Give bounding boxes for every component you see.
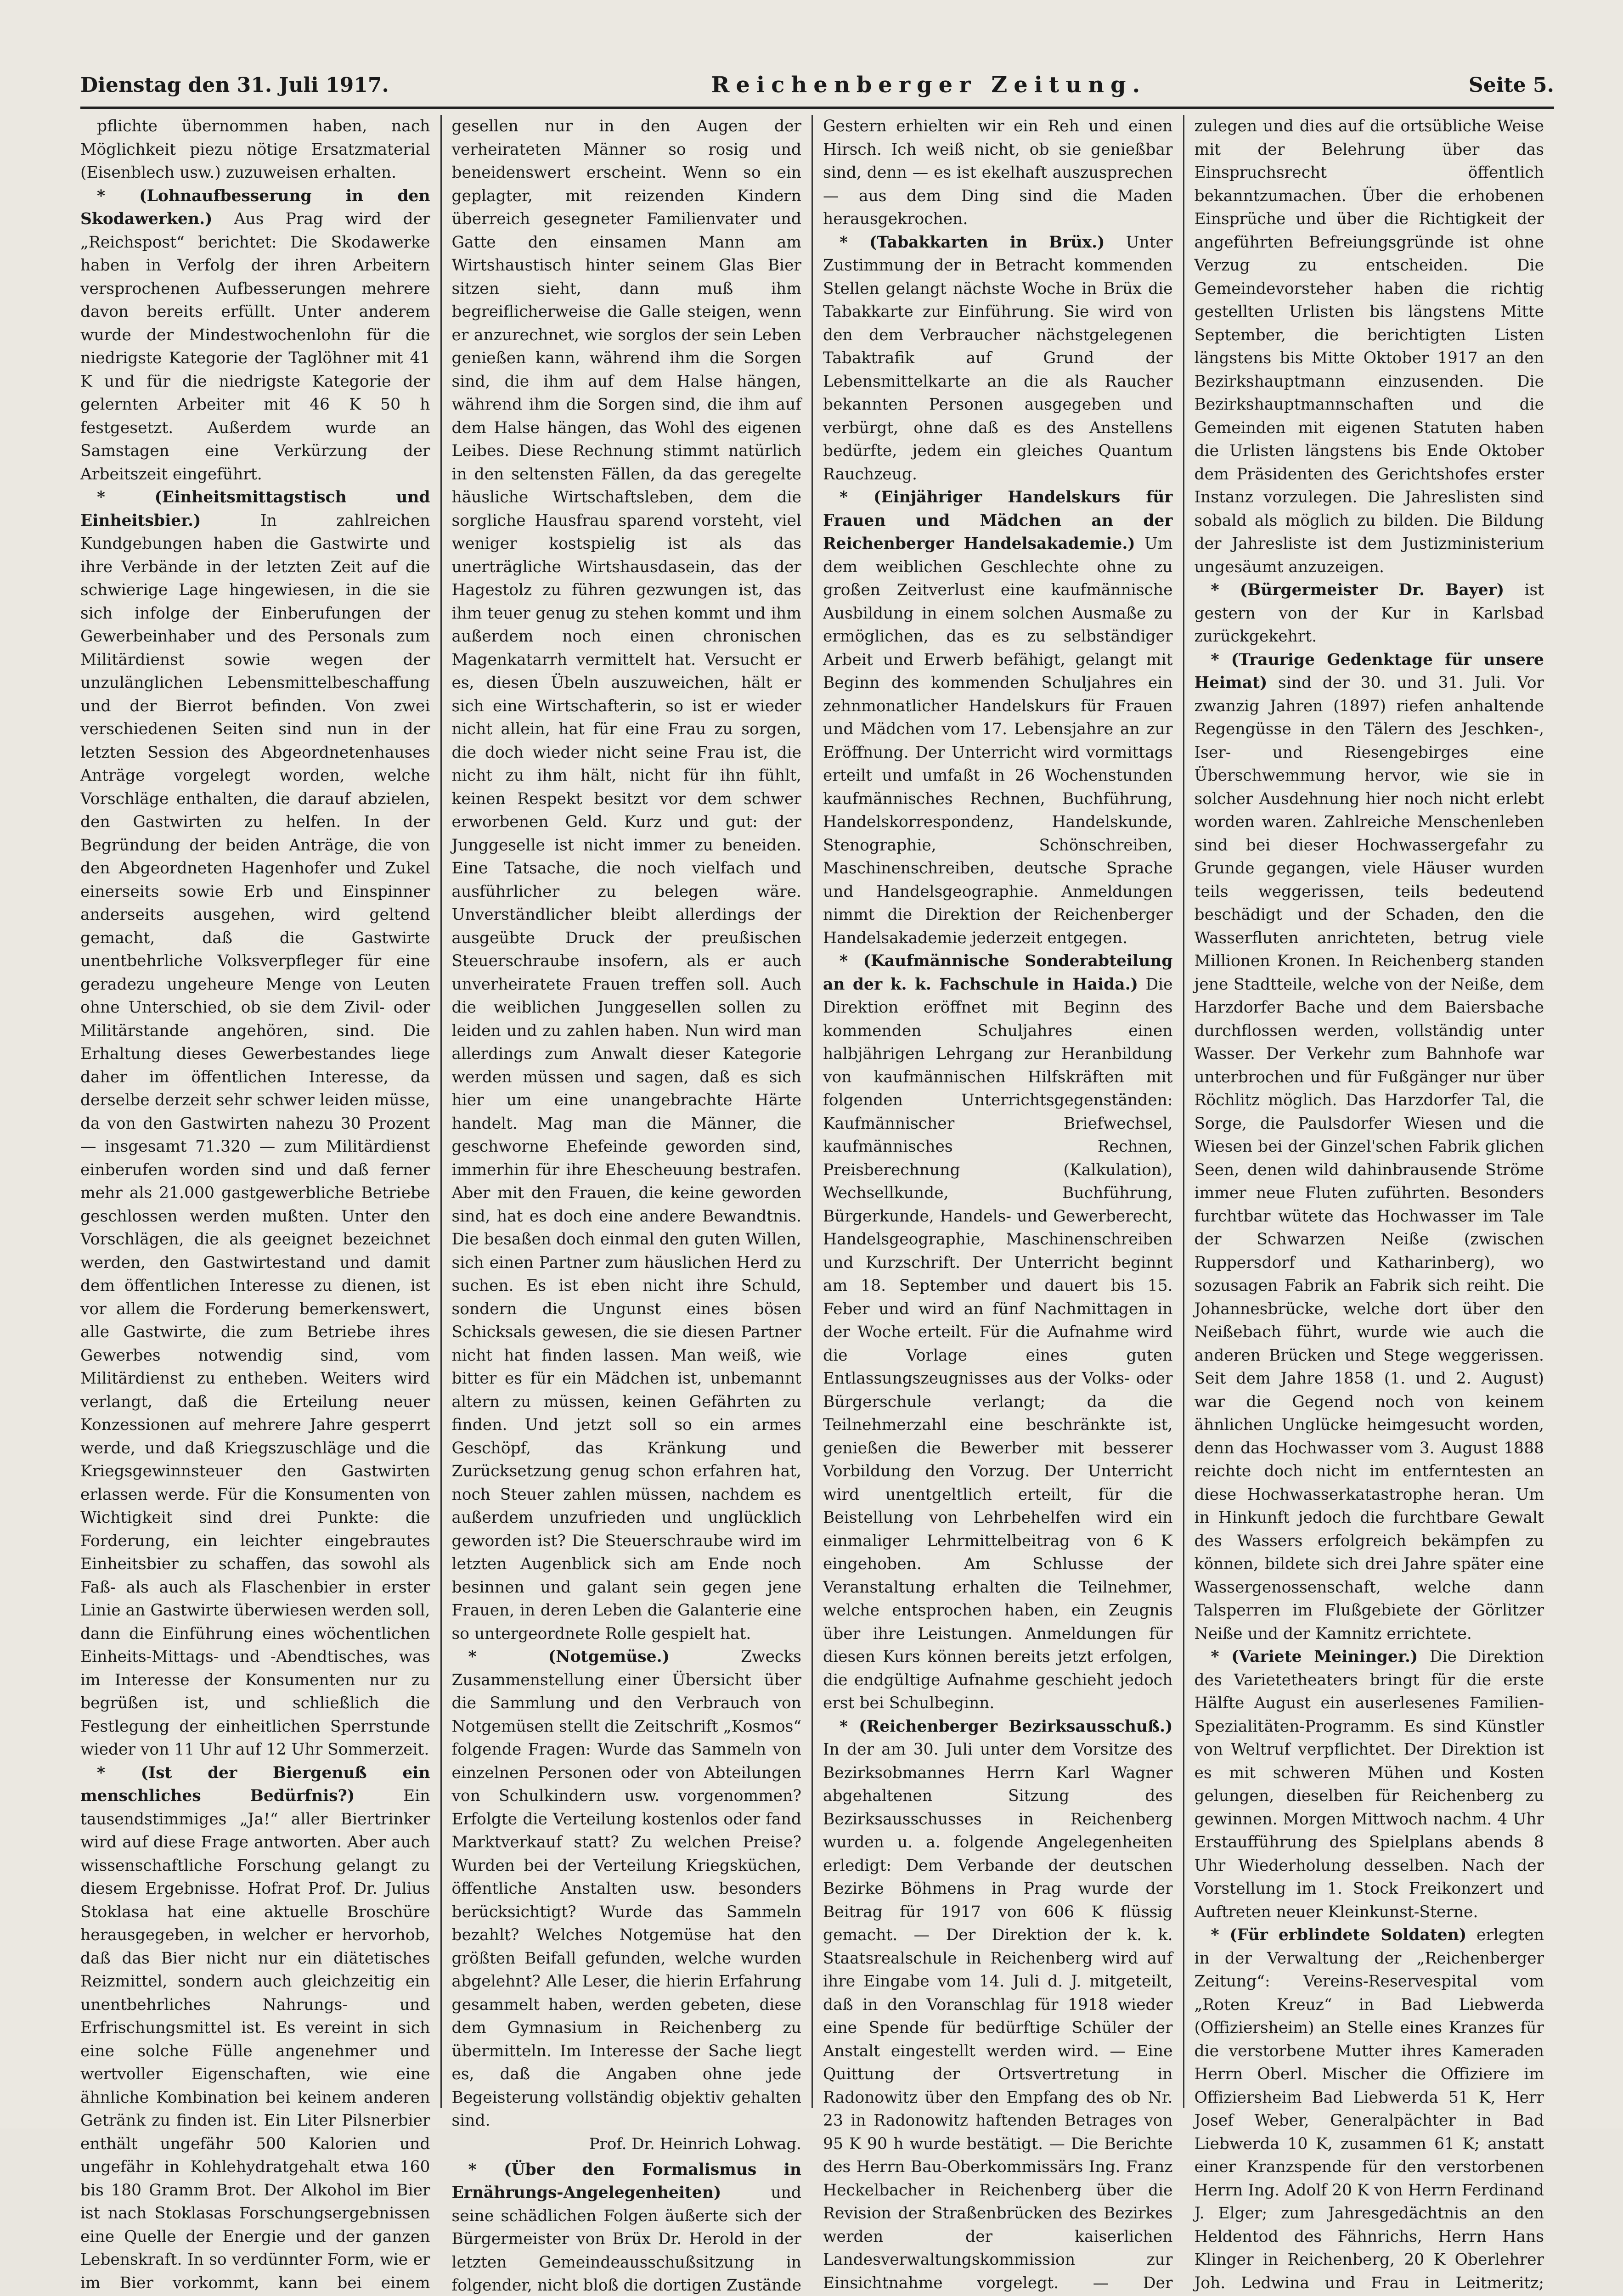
- article-body: Gestern erhielten wir ein Reh und einen Hirsch. Ich weiß nicht, ob sie genießbar sind, denn — es ist ekelhaft auszusprechen — aus dem Ding sind die Maden herausgekrochen.: [823, 117, 1173, 228]
- article: [80, 185, 430, 486]
- article-body: In der am 30. Juli unter dem Vorsitze des Bezirksobmannes Herrn Karl Wagner abgehaltenen Sitzung des Bezirksausschusses in Reichenberg wurden u. a. folgende Angelegenheiten erledigt: Dem Verbande der deutschen Bezirke Böhmens in Prag wurde der Beitrag für 1917 von 606 K flüssig gemacht. — Der Direktion der k. k. Staatsrealschule in Reichenberg wird auf ihre Eingabe vom 14. Juli d. J. mitgeteilt, daß in den Voranschlag für 1918 wieder eine Spende für bedürftige Schüler der Anstalt eingestellt werden wird. — Eine Quittung der Ortsvertretung in Radonowitz über den Empfang des ob Nr. 23 in Radonowitz haftenden Betrages von 95 K 90 h wurde bestätigt. — Die Berichte des Herrn Bau-Oberkommissärs Ing. Franz Heckelbacher in Reichenberg über die Revision der Straßenbrücken des Bezirkes werden der kaiserlichen Landesverwaltungskommission zur Einsichtnahme vorgelegt. — Der: [823, 1740, 1173, 2296]
- article: [1195, 579, 1544, 648]
- article: [823, 1715, 1173, 2296]
- article: [823, 486, 1173, 950]
- article-signature: Prof. Dr. Heinrich Lohwag.: [452, 2133, 802, 2155]
- article: [452, 1645, 802, 2133]
- article-body: Die Direktion eröffnet mit Beginn des kommenden Schuljahres einen halbjährigen Lehrgang zur Heranbildung von kaufmännischen Hilfskräften mit folgenden Unterrichtsgegenständen: Kaufmännischer Briefwechsel, kaufmännisches Rechnen, Preisberechnung (Kalkulation), Wechsellkunde, Buchführung, Bürgerkunde, Handels- und Gewerberecht, Handelsgeographie, Maschinenschreiben und Kurzschrift. Der Unterricht beginnt am 18. September und dauert bis 15. Feber und wird an fünf Nachmittagen in der Woche erteilt. Für die Aufnahme wird die Vorlage eines guten Entlassungszeugnisses aus der Volks- oder Bürgerschule verlangt; da die Teilnehmerzahl eine beschränkte ist, genießen die Bewerber mit besserer Vorbildung den Vorzug. Der Unterricht wird unentgeltlich erteilt, für die Beistellung von Lehrbehelfen wird ein einmaliger Lehrmittelbeitrag von 6 K eingehoben. Am Schlusse der Veranstaltung erhalten die Teilnehmer, welche entsprochen haben, ein Zeugnis über ihre Leistungen. Anmeldungen für diesen Kurs können bereits jetzt erfolgen, die endgültige Aufnahme geschieht jedoch erst bei Schulbeginn.: [823, 975, 1173, 1713]
- article-body: ist gestern von der Kur in Karlsbad zurückgekehrt.: [1195, 581, 1544, 646]
- article-heading: * (Notgemüse.): [468, 1648, 670, 1666]
- article-body: Aus Prag wird der „Reichspost“ berichtet: Die Skodawerke haben in Verfolg der ihren Arbeitern versprochenen Aufbesserungen mehrere davon bereits erfüllt. Unter anderem wurde der Mindestwochenlohn für die niedrigste Kategorie der Taglöhner mit 41 K und für die niedrigste Kategorie der gelernten Arbeiter mit 46 K 50 h festgesetzt. Außerdem wurde an Samstagen eine Verkürzung der Arbeitszeit eingeführt.: [80, 210, 430, 484]
- article: [1195, 1924, 1544, 2296]
- article-body: Unter Zustimmung der in Betracht kommenden Stellen gelangt nächste Woche in Brüx die Tabakkarte zur Einführung. Sie wird von den dem Verbraucher nächstgelegenen Tabaktrafik auf Grund der Lebensmittelkarte an die als Raucher bekannten Personen ausgegeben und verbürgt, ohne daß es des Anstellens bedürfte, jedem ein gleiches Quantum Rauchzeug.: [823, 233, 1173, 484]
- article-heading: * (Über den Formalismus in Ernährungs-Angelegenheiten): [452, 2161, 802, 2202]
- article-heading: * (Lohnaufbesserung in den Skodawerken.): [80, 187, 430, 229]
- article-heading: * (Einjähriger Handelskurs für Frauen und Mädchen an der Reichenberger Handelsakademie.): [823, 488, 1173, 553]
- article-body: sind der 30. und 31. Juli. Vor zwanzig Jahren (1897) riefen anhaltende Regengüsse in den Tälern des Jeschken-, Iser- und Riesengebirges eine Überschwemmung hervor, wie sie in solcher Ausdehnung hier noch nicht erlebt worden waren. Zahlreiche Menschenleben sind bei dieser Hochwassergefahr zu Grunde gegangen, viele Häuser wurden teils weggerissen, teils bedeutend beschädigt und der Schaden, den die Wasserfluten anrichteten, betrug viele Millionen Kronen. In Reichenberg standen jene Stadtteile, welche von der Neiße, dem Harzdorfer Bache und dem Baiersbache durchflossen werden, vollständig unter Wasser. Der Verkehr zum Bahnhofe war unterbrochen und für Fußgänger nur über Röchlitz möglich. Das Harzdorfer Tal, die Sorge, die Paulsdorfer Wiesen und die Wiesen bei der Ginzel'schen Fabrik glichen Seen, denen wild dahinbrausende Ströme immer neue Fluten zuführten. Besonders furchtbar wütete das Hochwasser im Tale der Schwarzen Neiße (zwischen Ruppersdorf und Katharinberg), wo sozusagen Fabrik an Fabrik sich reiht. Die Johannesbrücke, welche dort über den Neißebach führt, wurde wie auch die anderen Brücken und Stege weggerissen. Seit dem Jahre 1858 (1. und 2. August) war die Gegend noch von keinem ähnlichen Unglücke heimgesucht worden, denn das Hochwasser vom 3. August 1888 reichte doch nicht im entferntesten an diese Hochwasserkatastrophe heran. Um in Hinkunft jedoch die furchtbare Gewalt des Wassers erfolgreich bekämpfen zu können, bildete sich drei Jahre später eine Wassergenossenschaft, welche dann Talsperren im Flußgebiete der Görlitzer Neiße und der Kamnitz errichtete.: [1195, 674, 1544, 1643]
- article-body: pflichte übernommen haben, nach Möglichkeit piezu nötige Ersatzmaterial (Eisenblech usw.) zuzuweisen erhalten.: [80, 117, 430, 182]
- article-heading: * (Reichenberger Bezirksausschuß.): [840, 1717, 1173, 1736]
- article-heading: * (Traurige Gedenktage für unsere Heimat): [1195, 651, 1544, 692]
- article: [823, 115, 1173, 231]
- article-body: und seine schädlichen Folgen äußerte sich der Bürgermeister von Brüx Dr. Herold in der letzten Gemeindeausschußsitzung in folgender, nicht bloß die dortigen Zustände: [452, 2183, 802, 2296]
- article-body: Die Direktion des Varietetheaters bringt für die erste Hälfte August ein auserlesenes Familien-Spezialitäten-Programm. Es sind Künstler von Weltruf verpflichtet. Der Direktion ist es mit schweren Mühen und Kosten gelungen, dieselben für Reichenberg zu gewinnen. Morgen Mittwoch nachm. 4 Uhr Erstaufführung des Spielplans abends 8 Uhr Wiederholung desselben. Nach der Vorstellung im 1. Stock Freikonzert und Auftreten neuer Kleinkunst-Sterne.: [1195, 1648, 1544, 1921]
- article: [80, 486, 430, 1761]
- article-heading: * (Variete Meininger.): [1211, 1648, 1418, 1666]
- article: [80, 115, 430, 185]
- header-rule: [80, 107, 1554, 109]
- issue-date: Dienstag den 31. Juli 1917.: [80, 73, 389, 97]
- article-heading: * (Tabakkarten in Brüx.): [840, 233, 1105, 252]
- article: [823, 950, 1173, 1715]
- column-4: [1184, 115, 1555, 2108]
- article: [452, 115, 802, 1645]
- column-1: [80, 115, 442, 2108]
- article: [80, 1761, 430, 2296]
- text-columns: [80, 115, 1554, 2108]
- page-number: Seite 5.: [1469, 73, 1554, 97]
- article-heading: * (Bürgermeister Dr. Bayer): [1211, 581, 1505, 599]
- article-heading: * (Kaufmännische Sonderabteilung an der k. k. Fachschule in Haida.): [823, 952, 1173, 994]
- article-heading: * (Ist der Biergenuß ein menschliches Bedürfnis?): [80, 1764, 430, 1806]
- article-body: zulegen und dies auf die ortsübliche Weise mit der Belehrung über das Einspruchsrecht öffentlich bekanntzumachen. Über die erhobenen Einsprüche und über die Richtigkeit der angeführten Befreiungsgründe ist ohne Verzug zu entscheiden. Die Gemeindevorsteher haben die richtig gestellten Urlisten bis längstens Mitte September, die berichtigten Listen längstens bis Mitte Oktober 1917 an den Bezirkshauptmann einzusenden. Die Bezirkshauptmannschaften und die Gemeinden mit eigenen Statuten haben die Urlisten längstens bis Ende Oktober dem Präsidenten des Gerichtshofes erster Instanz vorzulegen. Die Jahreslisten sind sobald als möglich zu bilden. Die Bildung der Jahresliste ist dem Justizministerium ungesäumt anzuzeigen.: [1195, 117, 1544, 576]
- article: [1195, 1645, 1544, 1924]
- newspaper-title: Reichenberger Zeitung.: [711, 72, 1146, 98]
- article: [823, 231, 1173, 486]
- article-body: Um dem weiblichen Geschlechte ohne zu großen Zeitverlust eine kaufmännische Ausbildung in einem solchen Ausmaße zu ermöglichen, das es zu selbständiger Arbeit und Erwerb befähigt, gelangt mit Beginn des kommenden Schuljahres ein zehnmonatlicher Handelskurs für Frauen und Mädchen vom 17. Lebensjahre an zur Eröffnung. Der Unterricht wird vormittags erteilt und umfaßt in 26 Wochenstunden kaufmännisches Rechnen, Buchführung, Handelskorrespondenz, Handelskunde, Stenographie, Schönschreiben, Maschinenschreiben, deutsche Sprache und Handelsgeographie. Anmeldungen nimmt die Direktion der Reichenberger Handelsakademie jederzeit entgegen.: [823, 535, 1173, 947]
- article-body: Ein tausendstimmiges „Ja!“ aller Biertrinker wird auf diese Frage antworten. Aber auch wissenschaftliche Forschung gelangt zu diesem Ergebnisse. Hofrat Prof. Dr. Julius Stoklasa hat eine aktuelle Broschüre herausgegeben, in welcher er hervorhob, daß das Bier nicht nur ein diätetisches Reizmittel, sondern auch gleichzeitig ein unentbehrliches Nahrungs- und Erfrischungsmittel ist. Es vereint in sich eine solche Fülle angenehmer und wertvoller Eigenschaften, wie eine ähnliche Kombination bei keinem anderen Getränk zu finden ist. Ein Liter Pilsnerbier enthält ungefähr 500 Kalorien und ungefähr in Kohlehydratgehalt etwa 160 bis 180 Gramm Brot. Der Alkohol im Bier ist nach Stoklasas Forschungsergebnissen eine Quelle der Energie und der ganzen Lebenskraft. In so verdünnter Form, wie er im Bier vorkommt, kann bei einem: [80, 1787, 430, 2296]
- article-body: gesellen nur in den Augen der verheirateten Männer so rosig und beneidenswert erscheint. Wenn so ein geplagter, mit reizenden Kindern überreich gesegneter Familienvater und Gatte den einsamen Mann am Wirtshaustisch hinter seinem Glas Bier sitzen sieht, dann muß ihm begreiflicherweise die Galle steigen, wenn er anzurechnet, wie sorglos der sein Leben genießen kann, während ihm die Sorgen sind, die ihm auf dem Halse hängen, während ihm die Sorgen sind, die ihm auf dem Halse hängen, das Wohl des eigenen Leibes. Diese Rechnung stimmt natürlich in den seltensten Fällen, da das geregelte häusliche Wirtschaftsleben, dem die sorgliche Hausfrau sparend vorsteht, viel weniger kostspielig ist als das unerträgliche Wirtshausdasein, das der Hagestolz zu führen gezwungen ist, das ihm teuer genug zu stehen kommt und ihm außerdem noch einen chronischen Magenkatarrh vermittelt hat. Versucht er es, diesen Übeln auszuweichen, hält er sich eine Wirtschafterin, so ist er wieder nicht allein, hat für eine Frau zu sorgen, die doch wieder nicht seine Frau ist, die nicht zu ihm hält, nicht für ihn fühlt, keinen Respekt besitzt vor dem schwer erworbenen Geld. Kurz und gut: der Junggeselle ist nicht immer zu beneiden. Eine Tatsache, die noch vielfach und ausführlicher zu belegen wäre. Unverständlicher bleibt allerdings der ausgeübte Druck der preußischen Steuerschraube insofern, als er auch unverheiratete Frauen treffen soll. Auch die weiblichen Junggesellen sollen zu leiden und zu zahlen haben. Nun wird man allerdings zum Anwalt dieser Kategorie werden müssen und sagen, daß es sich hier um eine unangebrachte Härte handelt. Mag man die Männer, die geschworne Ehefeinde geworden sind, immerhin für ihre Ehescheuung bestrafen. Aber mit den Frauen, die keine geworden sind, hat es doch eine andere Bewandtnis. Die besaßen doch einmal den guten Willen, sich einen Partner zum häuslichen Herd zu suchen. Es ist eben nicht ihre Schuld, sondern die Ungunst eines bösen Schicksals gewesen, die sie diesen Partner nicht hat finden lassen. Man weiß, wie bitter es für ein Mädchen ist, unbemannt altern zu müssen, keinen Gefährten zu finden. Und jetzt soll so ein armes Geschöpf, das Kränkung und Zurücksetzung genug schon erfahren hat, noch Steuer zahlen müssen, nachdem es außerdem unzufrieden und unglücklich geworden ist? Die Steuerschraube wird im letzten Augenblick sich am Ende noch besinnen und galant sein gegen jene Frauen, in deren Leben die Galanterie eine so untergeordnete Rolle gespielt hat.: [452, 117, 802, 1643]
- article: [1195, 648, 1544, 1646]
- article-body: Zwecks Zusammenstellung einer Übersicht über die Sammlung und den Verbrauch von Notgemüsen stellt die Zeitschrift „Kosmos“ folgende Fragen: Wurde das Sammeln von einzelnen Personen oder von Abteilungen von Schulkindern usw. vorgenommen? Erfolgte die Verteilung kostenlos oder fand Marktverkauf statt? Zu welchen Preise? Wurden bei der Verteilung Kriegsküchen, öffentliche Anstalten usw. besonders berücksichtigt? Wurde das Sammeln bezahlt? Welches Notgemüse hat den größten Beifall gefunden, welche wurden abgelehnt? Alle Leser, die hierin Erfahrung gesammelt haben, werden gebeten, diese dem Gymnasium in Reichenberg zu übermitteln. Im Interesse der Sache liegt es, daß die Angaben ohne jede Begeisterung vollständig objektiv gehalten sind.: [452, 1648, 802, 2130]
- article-body: In zahlreichen Kundgebungen haben die Gastwirte und ihre Verbände in der letzten Zeit auf die schwierige Lage hingewiesen, in die sie sich infolge der Einberufungen der Gewerbeinhaber und des Personals zum Militärdienst sowie wegen der unzulänglichen Lebensmittelbeschaffung und der Bierrot befinden. Von zwei verschiedenen Seiten sind nun in der letzten Session des Abgeordnetenhauses Anträge vorgelegt worden, welche Vorschläge enthalten, die darauf abzielen, den Gastwirten zu helfen. In der Begründung der beiden Anträge, die von den Abgeordneten Hagenhofer und Zukel einerseits sowie Erb und Einspinner anderseits ausgehen, wird geltend gemacht, daß die Gastwirte unentbehrliche Volksverpfleger für eine geradezu ungeheure Menge von Leuten ohne Unterschied, ob sie dem Zivil- oder Militärstande angehören, sind. Die Erhaltung dieses Gewerbestandes liege daher im öffentlichen Interesse, da derselbe derzeit sehr schwer leiden müsse, da von den Gastwirten nahezu 30 Prozent — insgesamt 71.320 — zum Militärdienst einberufen worden sind und daß ferner mehr als 21.000 gastgewerbliche Betriebe geschlossen werden mußten. Unter den Vorschlägen, die als geeignet bezeichnet werden, den Gastwirtestand und damit dem öffentlichen Interesse zu dienen, ist vor allem die Forderung bemerkenswert, alle Gastwirte, die zum Betriebe ihres Gewerbes notwendig sind, vom Militärdienst zu entheben. Weiters wird verlangt, daß die Erteilung neuer Konzessionen auf mehrere Jahre gesperrt werde, und daß Kriegszuschläge und die Kriegsgewinnsteuer den Gastwirten erlassen werde. Für die Konsumenten von Wichtigkeit sind drei Punkte: die Forderung, ein leichter eingebrautes Einheitsbier zu schaffen, das sowohl als Faß- als auch als Flaschenbier in erster Linie an Gastwirte überwiesen werden soll, dann die Einführung eines wöchentlichen Einheits-Mittags- und -Abendtisches, was im Interesse der Konsumenten nur zu begrüßen ist, und schließlich die Festlegung der einheitlichen Sperrstunde wieder von 11 Uhr auf 12 Uhr Sommerzeit.: [80, 512, 430, 1759]
- column-3: [813, 115, 1184, 2108]
- article-heading: * (Einheitsmittagstisch und Einheitsbier.): [80, 488, 430, 530]
- article-body: erlegten in der Verwaltung der „Reichenberger Zeitung“: Vereins-Reservespital vom „Roten Kreuz“ in Bad Liebwerda (Offiziersheim) an Stelle eines Kranzes für die verstorbene Mutter ihres Kameraden Herrn Oberl. Mischer die Offiziere im Offiziersheim Bad Liebwerda 51 K, Herr Josef Weber, Generalpächter in Bad Liebwerda 10 K, zusammen 61 K; anstatt einer Kranzspende für den verstorbenen Herrn Ing. Adolf 20 K von Herrn Ferdinand J. Elger; zum Jahresgedächtnis an den Heldentod des Fähnrichs, Herrn Hans Klinger in Reichenberg, 20 K Oberlehrer Joh. Ledwina und Frau in Leitmeritz;: [1195, 1926, 1544, 2296]
- page-header: [80, 64, 1554, 106]
- article-heading: * (Für erblindete Soldaten): [1211, 1926, 1467, 1944]
- article: [1195, 115, 1544, 579]
- column-2: [442, 115, 813, 2108]
- article: [452, 2158, 802, 2296]
